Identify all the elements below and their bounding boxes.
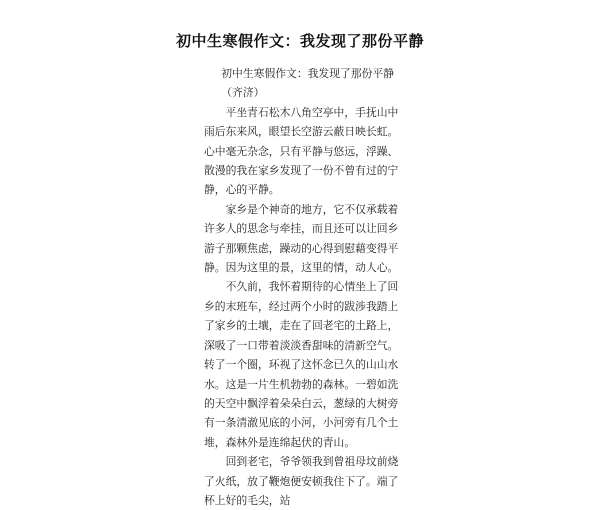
page-title: 初中生寒假作文：我发现了那份平静 <box>175 32 424 50</box>
article-author: （齐济） <box>221 86 265 100</box>
article-body <box>204 64 400 510</box>
article-paragraph-2: 家乡是个神奇的地方，它不仅承载着许多人的思念与牵挂，而且还可以让回乡游子那颗焦虑，躁动的心得到慰藉变得平静。因为这里的景，这里的情，动人心。 <box>204 202 399 275</box>
article-subtitle: 初中生寒假作文：我发现了那份平静 <box>221 67 395 80</box>
article-paragraph-4: 回到老宅，爷爷领我到曾祖母坟前烧了火纸，放了鞭炮便安顿我住下了。端了杯上好的毛尖，站 <box>204 455 399 507</box>
article-paragraph-3: 不久前，我怀着期待的心情坐上了回乡的末班车，经过两个小时的跋涉我踏上了家乡的土壤，走在了回老宅的土路上，深吸了一口带着淡淡香甜味的清新空气。转了一个圈，环视了这怀念已久的山山水水。这是一片生机勃勃的森林。一碧如洗的天空中飘浮着朵朵白云，葱绿的大树旁有一条清澈见底的小河，小河旁有几个土堆，森林外是连绵起伏的青山。 <box>204 280 399 449</box>
article-paragraph-1: 平坐青石松木八角空亭中，手抚山中雨后东来风，眼望长空游云蔽日映长虹。心中毫无杂念，只有平静与悠远，浮躁、散漫的我在家乡发现了一份不曾有过的宁静，心的平静。 <box>204 105 399 197</box>
